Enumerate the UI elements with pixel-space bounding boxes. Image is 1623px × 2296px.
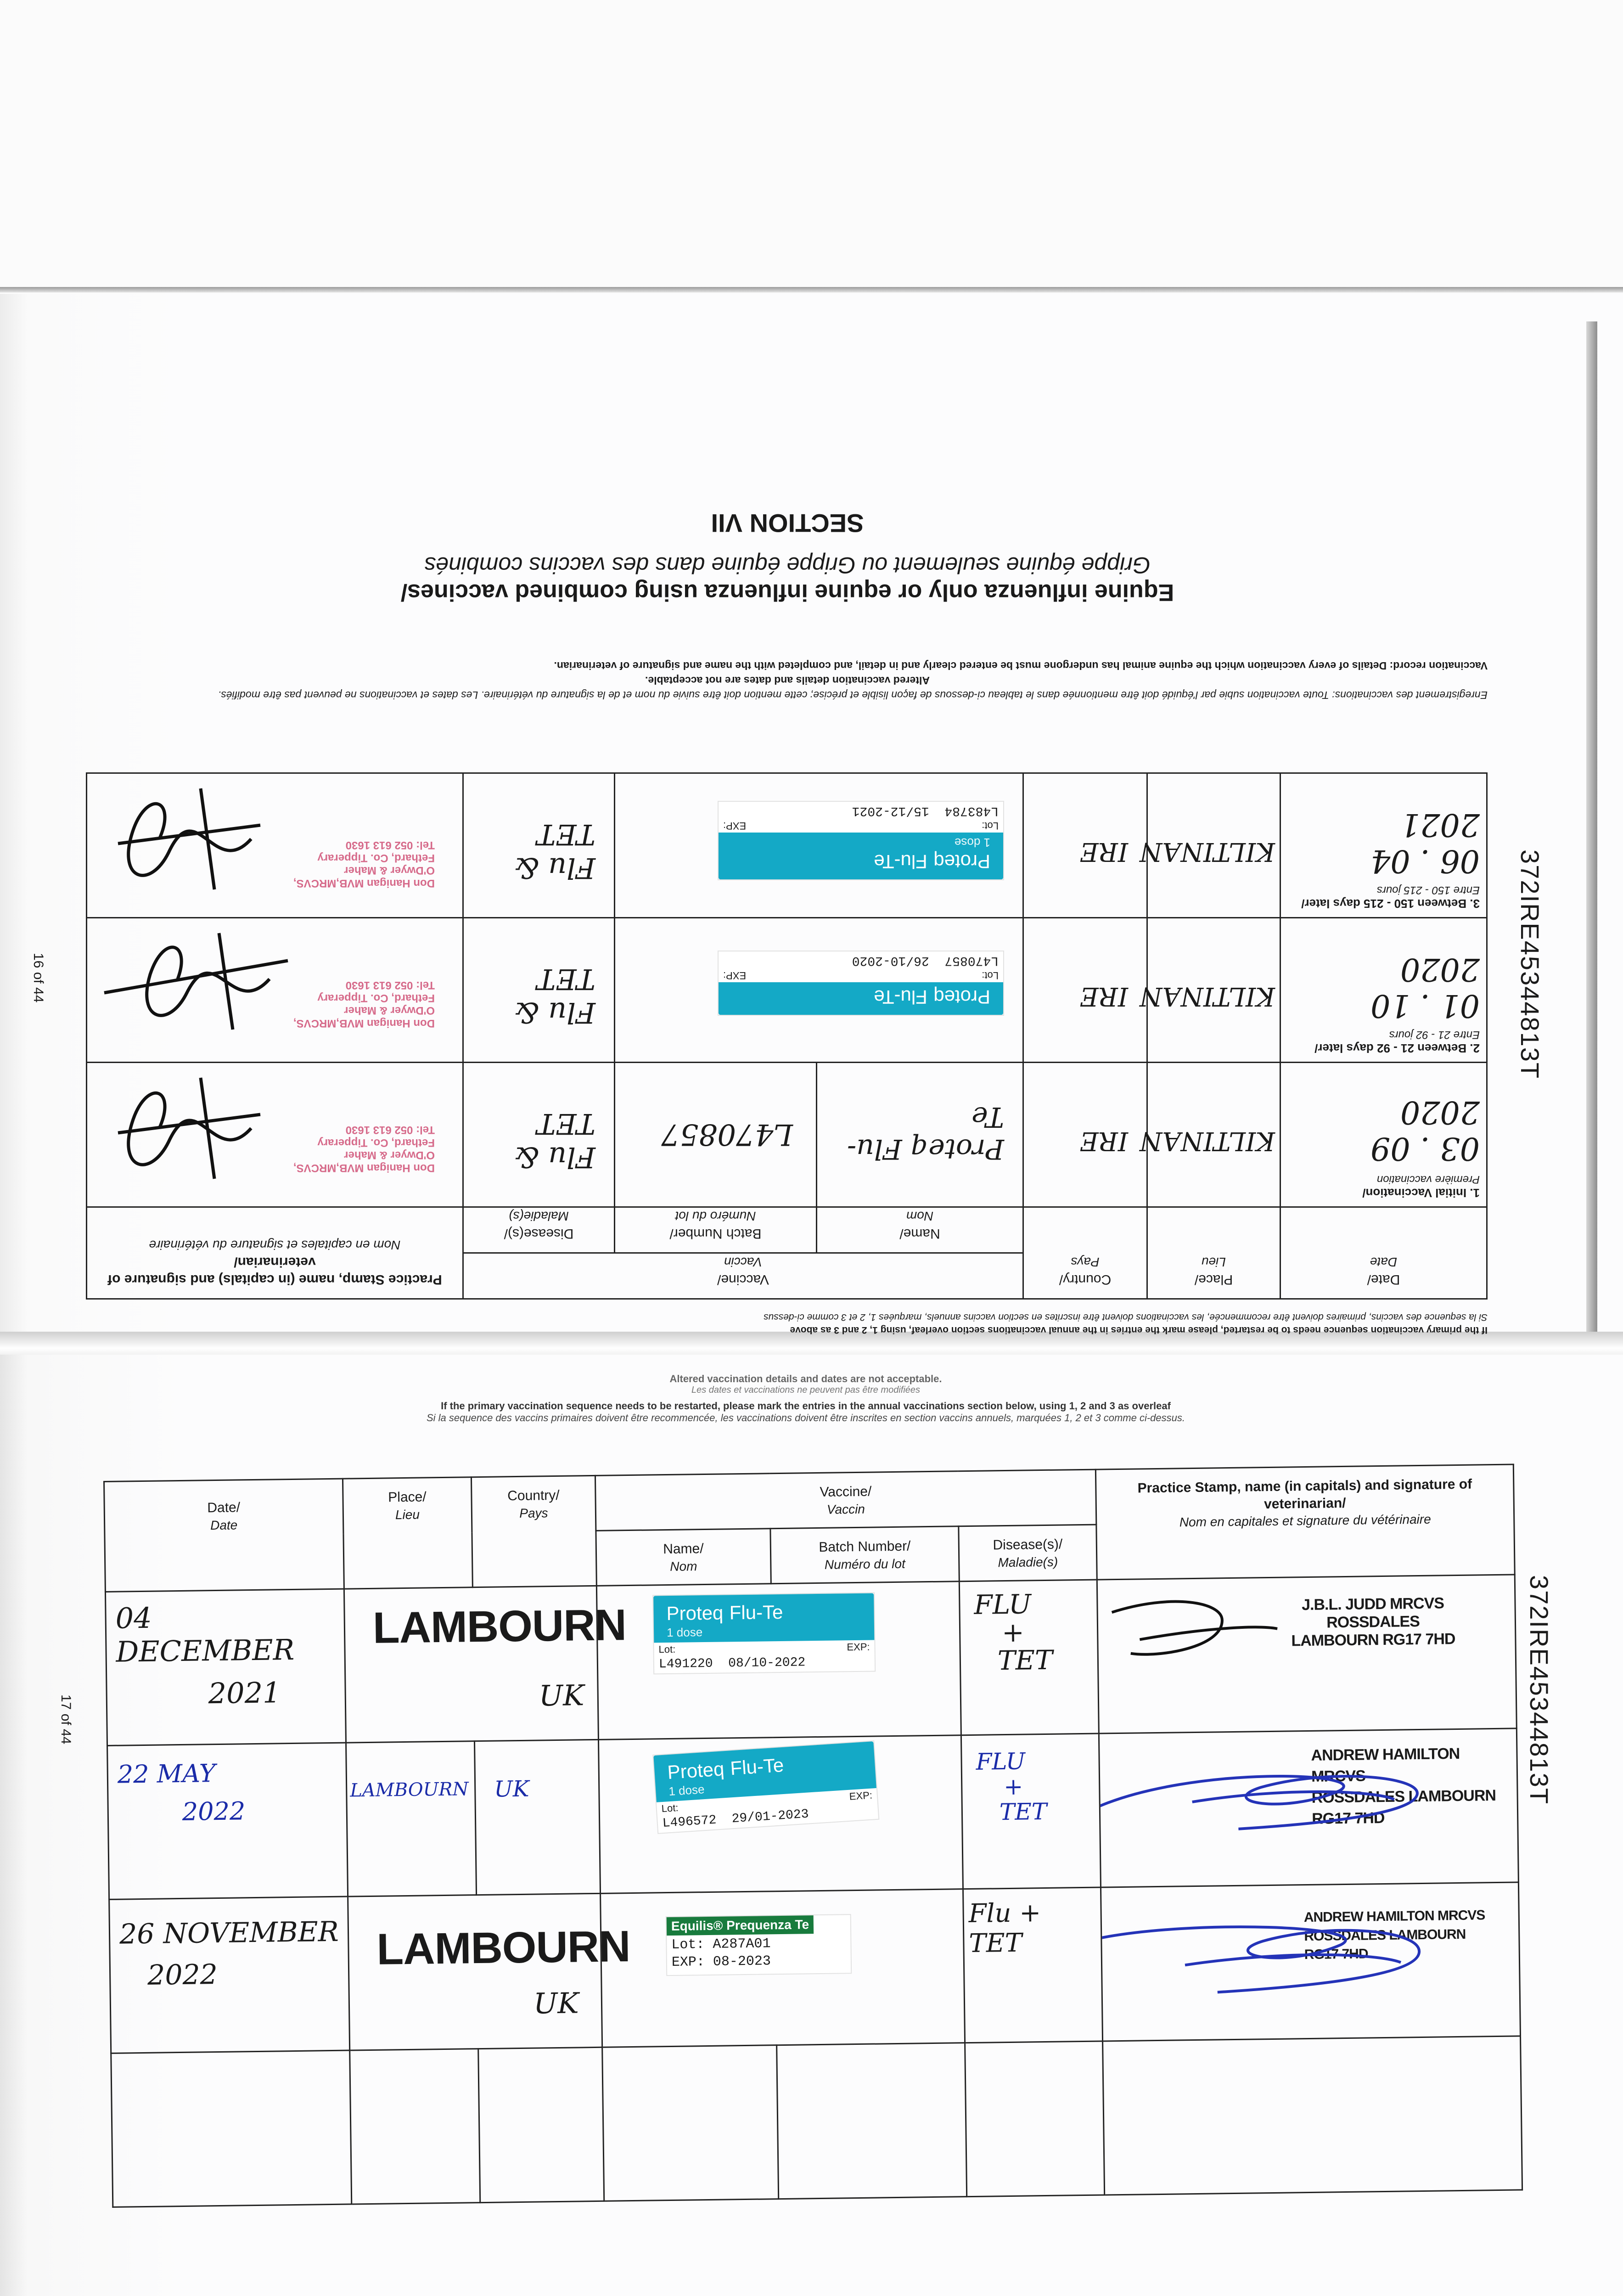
vet-signature xyxy=(95,929,297,1048)
section-title: SECTION VII xyxy=(711,509,864,538)
stamp-cell xyxy=(1097,1575,1516,1733)
country-cell: UK xyxy=(474,1739,600,1895)
date-cell: 2. Between 21 - 92 days later/ Entre 21 - 92 jours 01 . 10 2020 xyxy=(1280,918,1487,1063)
batch-cell: L470857 xyxy=(615,1063,817,1207)
page-number-16: 16 of 44 xyxy=(31,953,46,1003)
stamp-cell xyxy=(1099,1728,1518,1887)
header-disease: Disease(s)/ Maladie(s) xyxy=(463,1207,614,1253)
header-batch: Batch Number/ Numéro du lot xyxy=(770,1526,959,1584)
stamp-cell xyxy=(1101,1882,1520,2041)
table-row xyxy=(107,1728,1519,1899)
place-cell: LAMBOURN xyxy=(346,1741,477,1896)
restart-fr: Si la sequence des vaccins, primaires doivent être recommencée, les vaccinations doivent être inscrites en section vaccins annuels, marquées 1, 2 et 3 comme ci-dessus xyxy=(764,1311,1488,1322)
section-vii-rotated xyxy=(87,478,1488,1336)
table-row xyxy=(86,773,1487,918)
country-text: UK xyxy=(533,1986,579,2020)
table-row xyxy=(86,918,1487,1063)
disease-cell: Flu + TET xyxy=(963,1887,1102,2043)
header-batch: Batch Number/ Numéro du lot xyxy=(615,1207,817,1253)
country-cell: IRE xyxy=(1023,773,1147,918)
record-fr: Enregistrement des vaccinations: Toute vaccination subie par l'équidé doit être mentionnée dans le tableau ci-dessous de façon lisible et précise; cette mention doit être suivie du nom et de la signature du vétérinaire. Les dates et vaccinations ne peuvent pas être modifiés. xyxy=(218,689,1488,701)
country-text: UK xyxy=(539,1678,584,1713)
passport-id-bottom: 372IRE45344813T xyxy=(1525,1575,1554,1805)
subtitle-en: Equine influenza only or equine influenza using combined vaccines/ xyxy=(400,579,1174,606)
page-shadow xyxy=(0,287,1623,293)
practice-stamp: ANDREW HAMILTON MRCVS ROSSDALES LAMBOURN RG17 7HD xyxy=(1311,1745,1496,1828)
place-cell: KILTINAN xyxy=(1147,773,1280,918)
vaccine-sticker-cell xyxy=(615,773,1023,918)
stamp-cell xyxy=(86,918,463,1063)
stamp-cell xyxy=(86,1063,463,1207)
table-row xyxy=(109,1882,1521,2053)
vaccine-sticker: Proteq Flu-Te 1 dose Lot: EXP: L496572 29/01-2023 xyxy=(652,1740,879,1834)
vaccine-sticker: Proteq Flu-Te Lot: EXP: L470857 26/10-2020 xyxy=(718,951,1004,1016)
practice-stamp: Don Hanigan MVB,MRCVS, O'Dwyer & Maher Fethard, Co. Tipperary Tel: 052 613 1630 xyxy=(293,1124,435,1174)
practice-stamp: J.B.L. JUDD MRCVS ROSSDALES LAMBOURN RG17 7HD xyxy=(1291,1594,1455,1650)
scan-background xyxy=(0,0,1623,294)
vet-signature xyxy=(104,1069,270,1197)
practice-stamp: Don Hanigan MVB,MRCVS, O'Dwyer & Maher Fethard, Co. Tipperary Tel: 052 613 1630 xyxy=(293,979,435,1030)
header-date: Date/ Date xyxy=(1280,1207,1487,1299)
disease-cell: Flu & TET xyxy=(463,773,614,918)
header-name: Name/ Nom xyxy=(817,1207,1023,1253)
date-cell: 22 MAY 2022 xyxy=(107,1743,348,1899)
restart-notice xyxy=(87,1310,1488,1336)
disease-cell: Flu & TET xyxy=(463,1063,614,1207)
restart-en: If the primary vaccination sequence needs to be restarted, please mark the entries in the annual vaccinations section overleaf, using 1, 2 and 3 as above xyxy=(790,1325,1488,1335)
vaccine-sticker: Equilis® Prequenza Te Lot: A287A01 EXP: 08-2023 xyxy=(666,1914,852,1976)
vaccine-sticker-cell xyxy=(601,1889,965,2048)
header-name: Name/ Nom xyxy=(596,1529,771,1586)
date-cell: 26 NOVEMBER 2022 xyxy=(109,1896,350,2053)
restart-fr: Si la sequence des vaccins primaires doivent être recommencée, les vaccinations doivent être inscrites en section vaccins annuels, marquées 1, 2 et 3 comme ci-dessus. xyxy=(426,1412,1185,1424)
disease-cell: FLU + TET xyxy=(961,1733,1101,1889)
practice-stamp: Don Hanigan MVB,MRCVS, O'Dwyer & Maher Fethard, Co. Tipperary Tel: 052 613 1630 xyxy=(293,839,435,889)
place-stamp: LAMBOURN xyxy=(376,1922,631,1974)
table-row-empty xyxy=(111,2036,1522,2207)
subtitle-fr: Grippe équine seulement ou Grippe équine dans des vaccins combinés xyxy=(424,552,1151,578)
header-date: Date/ Date xyxy=(104,1479,344,1592)
place-cell: KILTINAN xyxy=(1147,918,1280,1063)
vaccine-sticker: Proteq Flu-Te 1 dose Lot: EXP: L491220 08/10-2022 xyxy=(652,1592,876,1674)
table-row xyxy=(86,1063,1487,1207)
vet-signature xyxy=(1100,1743,1514,1849)
place-cell: KILTINAN xyxy=(1147,1063,1280,1207)
vet-signature xyxy=(1101,1897,1516,2012)
record-en: Vaccination record: Details of every vaccination which the equine animal has undergone must be entered clearly and in detail, and completed with the name and signature of veterinarian. xyxy=(554,659,1488,672)
disease-cell: Flu & TET xyxy=(463,918,614,1063)
vet-signature xyxy=(1102,1587,1287,1682)
country-cell: IRE xyxy=(1023,1063,1147,1207)
place-stamp: LAMBOURN xyxy=(372,1600,627,1653)
primary-vaccination-table xyxy=(86,772,1488,1300)
annual-vaccination-table xyxy=(103,1463,1523,2207)
table-row xyxy=(105,1575,1516,1745)
altered-fr: Les dates et vaccinations ne peuvent pas être modifiées xyxy=(691,1385,921,1395)
vet-signature xyxy=(104,779,270,908)
record-instructions xyxy=(87,658,1488,703)
place-country-cell xyxy=(348,1893,631,2050)
header-vaccine: Vaccine/ Vaccin xyxy=(463,1253,1023,1299)
passport-id-top: 372IRE45344813T xyxy=(1516,850,1544,1080)
header-place: Place/ Lieu xyxy=(343,1477,472,1589)
name-cell: Proteq Flu-Te xyxy=(817,1063,1023,1207)
header-vaccine: Vaccine/ Vaccin xyxy=(595,1469,1096,1531)
altered-en: Altered vaccination details and dates are not acceptable. xyxy=(669,1373,942,1384)
disease-cell: FLU + TET xyxy=(959,1580,1099,1735)
page-number-17: 17 of 44 xyxy=(58,1694,73,1745)
header-place: Place/ Lieu xyxy=(1147,1207,1280,1299)
country-cell: IRE xyxy=(1023,918,1147,1063)
date-cell: 1. Initial Vaccination/ Première vaccination 03 . 09 2020 xyxy=(1280,1063,1487,1207)
vaccine-sticker: Proteq Flu-Te 1 dose Lot: EXP: L483784 15/12-2021 xyxy=(718,801,1004,880)
header-stamp: Practice Stamp, name (in capitals) and signature of veterinarian/ Nom en capitales et signature du vétérinaire xyxy=(1095,1464,1515,1580)
vaccine-sticker-cell xyxy=(596,1581,961,1740)
header-country: Country/ Pays xyxy=(1023,1207,1147,1299)
vaccine-sticker-cell xyxy=(598,1735,963,1894)
header-stamp: Practice Stamp, name (in capitals) and signature of veterinarian/ Nom en capitales et signature du vétérinaire xyxy=(86,1207,463,1299)
vaccine-sticker-cell xyxy=(615,918,1023,1063)
section-heading xyxy=(87,508,1488,606)
annual-notice xyxy=(220,1373,1391,1424)
place-country-cell xyxy=(344,1586,627,1743)
practice-stamp: ANDREW HAMILTON MRCVS ROSSDALES LAMBOURN RG17 7HD xyxy=(1303,1908,1485,1963)
page-edge xyxy=(1586,321,1597,1332)
date-cell: 3. Between 150 - 215 days later/ Entre 150 - 215 jours 06 . 04 2021 xyxy=(1280,773,1487,918)
date-cell: 04 DECEMBER 2021 xyxy=(105,1589,346,1745)
stamp-cell xyxy=(86,773,463,918)
header-country: Country/ Pays xyxy=(471,1475,596,1587)
header-disease: Disease(s)/ Maladie(s) xyxy=(959,1525,1097,1581)
altered-en: Altered vaccination details and dates are not acceptable. xyxy=(645,674,930,687)
restart-en: If the primary vaccination sequence needs to be restarted, please mark the entries in the annual vaccinations section below, using 1, 2 and 3 as overleaf xyxy=(441,1400,1171,1412)
